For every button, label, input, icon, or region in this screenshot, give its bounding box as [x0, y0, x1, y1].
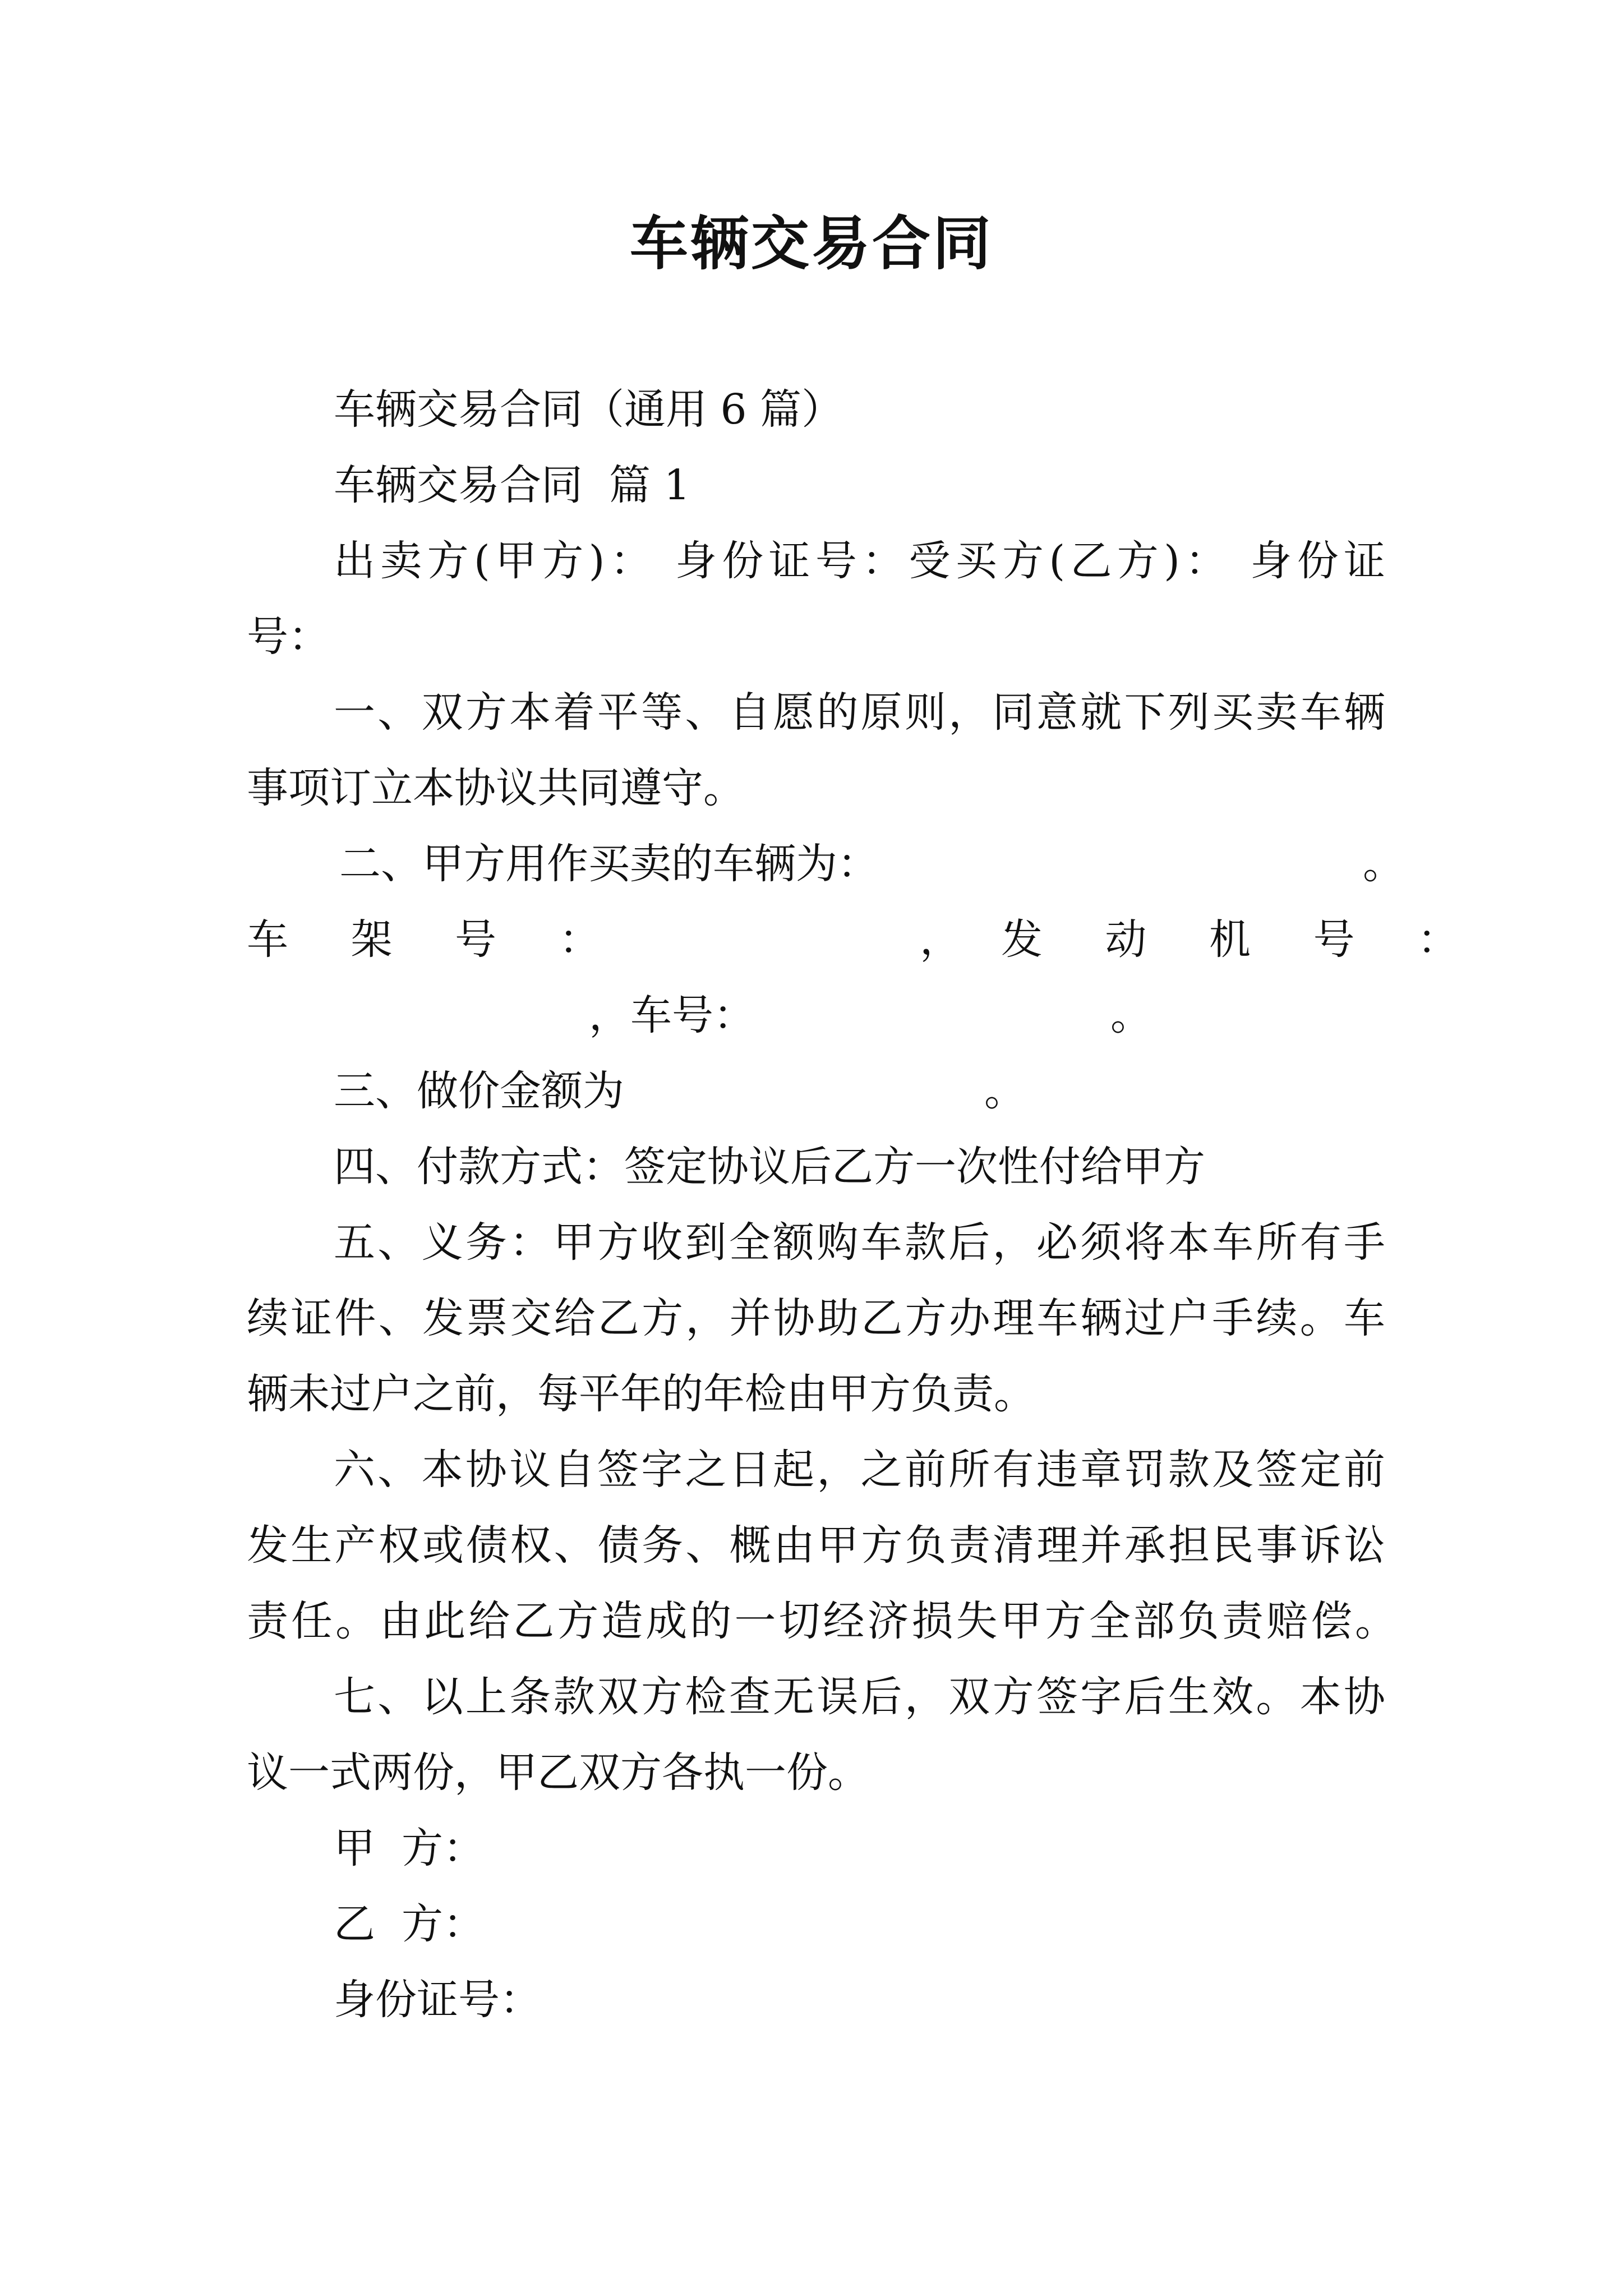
- clause-2-vin-comma: ，: [920, 915, 961, 964]
- clause-3-end: 。: [984, 1067, 1026, 1115]
- document-title: 车辆交易合同: [629, 209, 993, 278]
- clause-2-plate-end: 。: [1110, 991, 1152, 1039]
- signature-party-b: 乙 方：: [334, 1900, 485, 1948]
- clause-2-engine-label: 发 动 机 号 ：: [1001, 915, 1484, 964]
- clause-1-line-1: 一、双方本着平等、自愿的原则，同意就下列买卖车辆: [334, 688, 1385, 737]
- clause-2-line-1: 二、甲方用作买卖的车辆为：: [339, 840, 879, 888]
- clause-1-line-2: 事项订立本协议共同遵守。: [247, 764, 745, 812]
- clause-6-line-3: 责任。由此给乙方造成的一切经济损失甲方全部负责赔偿。: [247, 1597, 1396, 1645]
- clause-2-vin-label: 车 架 号 ：: [247, 915, 625, 964]
- clause-6-line-1: 六、本协议自签字之日起，之前所有违章罚款及签定前: [334, 1446, 1385, 1494]
- signature-party-a: 甲 方：: [334, 1824, 485, 1872]
- parties-line-1: 出卖方(甲方)： 身份证号：受买方(乙方)： 身份证: [334, 537, 1385, 585]
- clause-7-line-1: 七、以上条款双方检查无误后，双方签字后生效。本协: [334, 1673, 1385, 1721]
- clause-3: 三、做价金额为: [334, 1067, 624, 1115]
- clause-5-line-2: 续证件、发票交给乙方，并协助乙方办理车辆过户手续。车: [247, 1294, 1385, 1342]
- clause-2-line-1-end: 。: [1363, 840, 1404, 888]
- signature-id-number: 身份证号：: [334, 1976, 541, 2024]
- clause-4: 四、付款方式：签定协议后乙方一次性付给甲方: [334, 1143, 1205, 1191]
- clause-7-line-2: 议一式两份，甲乙双方各执一份。: [247, 1749, 869, 1797]
- clause-5-line-1: 五、义务：甲方收到全额购车款后，必须将本车所有手: [334, 1218, 1385, 1267]
- document-subtitle: 车辆交易合同（通用 6 篇）: [334, 385, 843, 434]
- clause-2-plate: ，车号：: [589, 991, 755, 1039]
- clause-5-line-3: 辆未过户之前，每平年的年检由甲方负责。: [247, 1370, 1035, 1418]
- section-heading: 车辆交易合同 篇 1: [334, 461, 690, 509]
- clause-6-line-2: 发生产权或债权、债务、概由甲方负责清理并承担民事诉讼: [247, 1521, 1385, 1570]
- parties-line-2: 号：: [247, 613, 330, 661]
